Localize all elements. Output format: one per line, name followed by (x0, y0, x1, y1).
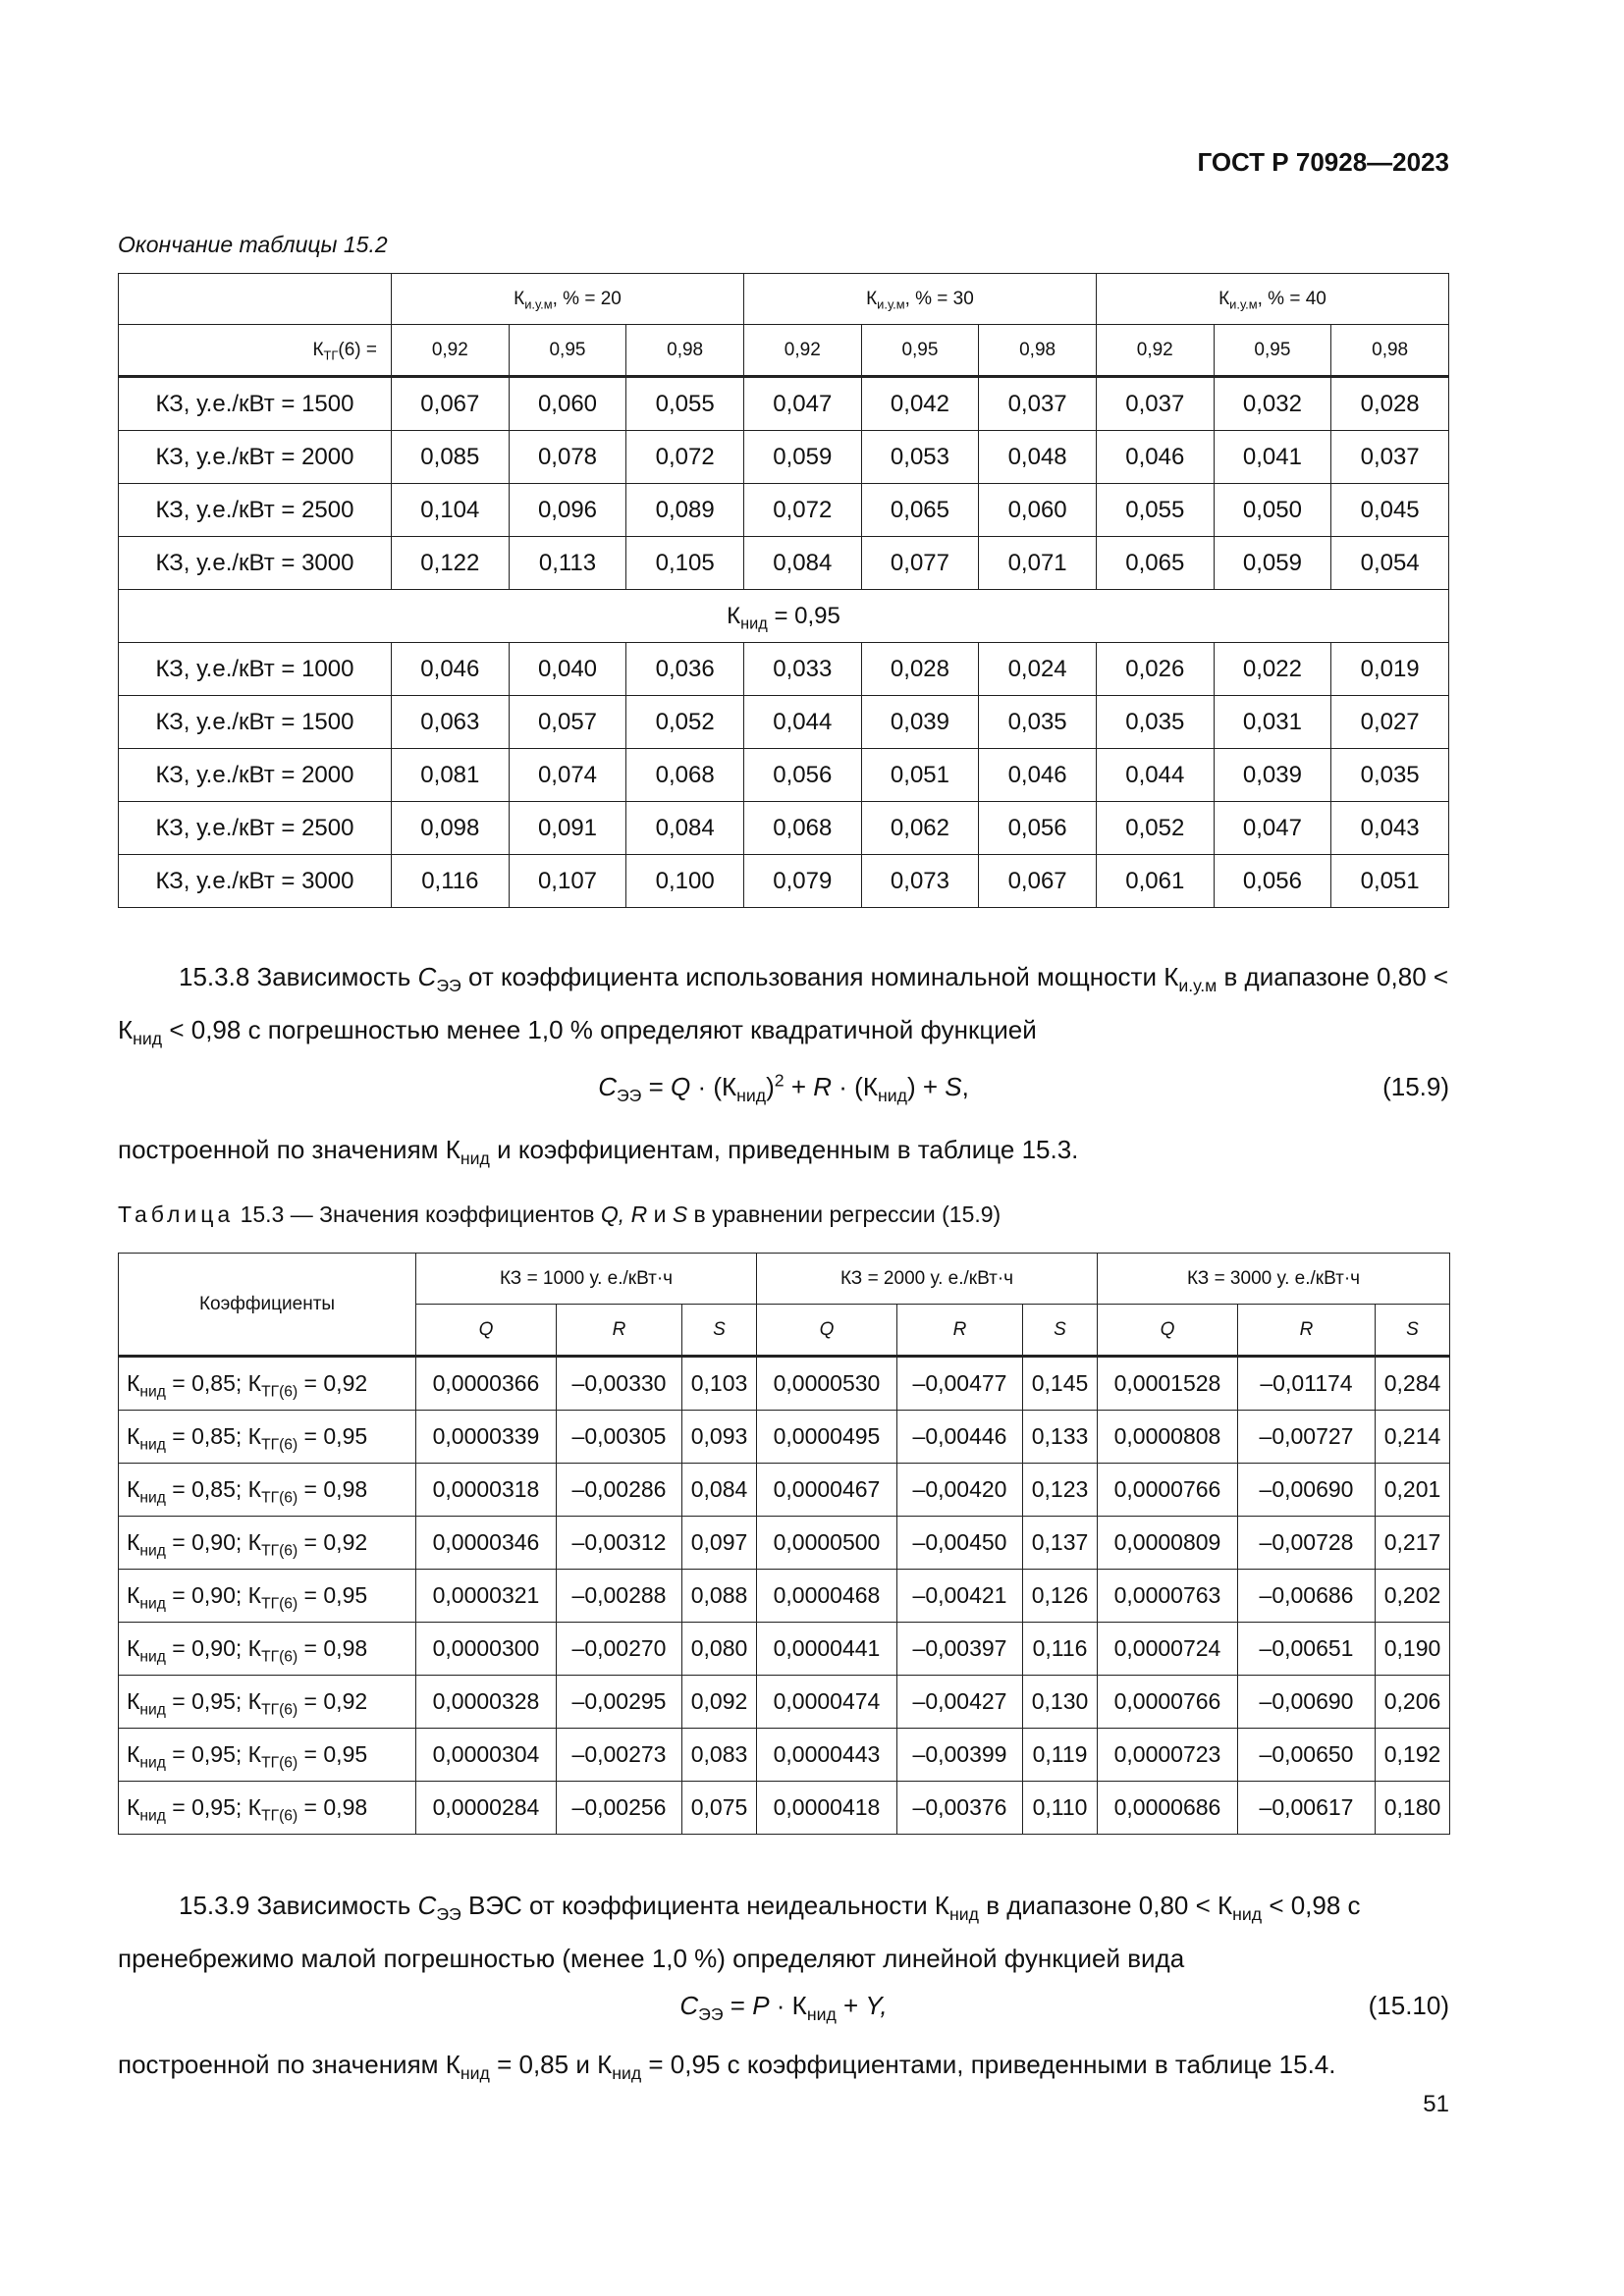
table-cell: 0,217 (1376, 1517, 1450, 1570)
coef-header-r: R (897, 1305, 1023, 1357)
coef-header-s: S (1376, 1305, 1450, 1357)
table-cell: 0,051 (1331, 855, 1449, 908)
table-cell: 0,089 (626, 484, 744, 537)
table-cell: 0,075 (682, 1782, 757, 1835)
table-cell: 0,284 (1376, 1357, 1450, 1411)
row-label: КЗ, у.е./кВт = 2000 (119, 749, 392, 802)
table-cell: 0,0000418 (757, 1782, 897, 1835)
table-cell: 0,073 (861, 855, 979, 908)
table-cell: 0,0000339 (416, 1411, 557, 1464)
table-cell: –0,00305 (557, 1411, 682, 1464)
coef-header-s: S (682, 1305, 757, 1357)
table-row (119, 1357, 1450, 1411)
table-cell: 0,097 (682, 1517, 757, 1570)
table-cell: 0,052 (626, 696, 744, 749)
table-15-2-block-a (119, 377, 1449, 590)
table-cell: –0,00651 (1238, 1623, 1376, 1676)
formula-15-10-expression: $С_{ЭЭ} = P \cdot К_{нид} + Y$, (679, 1991, 888, 2025)
table-cell: 0,0000328 (416, 1676, 557, 1729)
table-cell: –0,00686 (1238, 1570, 1376, 1623)
ktg-value: 0,95 (1214, 325, 1331, 377)
table-15-2-block-b (119, 643, 1449, 908)
table-cell: –0,00420 (897, 1464, 1023, 1517)
table-cell: 0,046 (392, 643, 510, 696)
table-cell: 0,065 (861, 484, 979, 537)
formula-15-10-number: (15.10) (1368, 1991, 1449, 2020)
row-label: КЗ, у.е./кВт = 1000 (119, 643, 392, 696)
table-cell: 0,137 (1023, 1517, 1098, 1570)
table-cell: 0,0000500 (757, 1517, 897, 1570)
table-cell: –0,00477 (897, 1357, 1023, 1411)
formula-15-10 (118, 1991, 1449, 2030)
table-cell: 0,044 (1096, 749, 1214, 802)
table-cell: 0,0000443 (757, 1729, 897, 1782)
table-cell: 0,047 (743, 377, 861, 431)
group-header-kz-3000: КЗ = 3000 у. е./кВт·ч (1098, 1254, 1450, 1305)
table-cell: 0,079 (743, 855, 861, 908)
row-label: КЗ, у.е./кВт = 3000 (119, 855, 392, 908)
row-label: КЗ, у.е./кВт = 1500 (119, 377, 392, 431)
table-cell: 0,0000366 (416, 1357, 557, 1411)
ktg-value: 0,95 (509, 325, 626, 377)
table-cell: 0,0000304 (416, 1729, 557, 1782)
paragraph-after-15-9: построенной по значениям $К_{нид}$ и коэффициентам, приведенным в таблице 15.3. (118, 1135, 1079, 1169)
table-15-3-group-row (119, 1254, 1450, 1305)
table-cell: 0,0000766 (1098, 1676, 1238, 1729)
table-cell: 0,078 (509, 431, 626, 484)
table-cell: –0,01174 (1238, 1357, 1376, 1411)
row-label: $К_{нид} = 0,90$; $К_{ТГ(6)} = 0,95$ (119, 1570, 416, 1623)
table-cell: –0,00427 (897, 1676, 1023, 1729)
coef-header-r: R (557, 1305, 682, 1357)
table-row (119, 1570, 1450, 1623)
paragraph-15-3-8: 15.3.8 Зависимость $С_{ЭЭ}$ от коэффициента использования номинальной мощности $К_{и.у.м}$ в диапазоне $0,80 < К_{нид} < 0,98$ с погрешностью менее 1,0 % определяют квадратичной функцией (118, 962, 1449, 1049)
table-cell: –0,00286 (557, 1464, 682, 1517)
table-row (119, 377, 1449, 431)
table-row (119, 484, 1449, 537)
table-cell: 0,190 (1376, 1623, 1450, 1676)
table-15-3 (118, 1253, 1450, 1835)
paragraph-after-15-10: построенной по значениям $К_{нид} = 0,85$ и $К_{нид} = 0,95$ с коэффициентами, приведенными в таблице 15.4. (118, 2050, 1336, 2084)
table-row (119, 1411, 1450, 1464)
row-label: $К_{нид} = 0,85$; $К_{ТГ(6)} = 0,95$ (119, 1411, 416, 1464)
table-cell: 0,022 (1214, 643, 1331, 696)
table-cell: 0,0000809 (1098, 1517, 1238, 1570)
table-cell: 0,035 (1331, 749, 1449, 802)
table-cell: 0,201 (1376, 1464, 1450, 1517)
table-cell: 0,0000724 (1098, 1623, 1238, 1676)
table-cell: 0,0000686 (1098, 1782, 1238, 1835)
table-cell: 0,0000346 (416, 1517, 557, 1570)
table-row (119, 1464, 1450, 1517)
table-cell: 0,100 (626, 855, 744, 908)
table-cell: 0,0000474 (757, 1676, 897, 1729)
table-cell: 0,057 (509, 696, 626, 749)
table-cell: 0,104 (392, 484, 510, 537)
row-label: КЗ, у.е./кВт = 2500 (119, 802, 392, 855)
table-cell: 0,110 (1023, 1782, 1098, 1835)
group-header-kz-2000: КЗ = 2000 у. е./кВт·ч (757, 1254, 1098, 1305)
row-label: $К_{нид} = 0,85$; $К_{ТГ(6)} = 0,92$ (119, 1357, 416, 1411)
table-cell: 0,0000530 (757, 1357, 897, 1411)
table-cell: 0,055 (1096, 484, 1214, 537)
table-row (119, 1623, 1450, 1676)
table-cell: 0,091 (509, 802, 626, 855)
table-cell: –0,00330 (557, 1357, 682, 1411)
table-cell: –0,00270 (557, 1623, 682, 1676)
table-cell: 0,113 (509, 537, 626, 590)
table-cell: 0,084 (626, 802, 744, 855)
table-cell: 0,081 (392, 749, 510, 802)
ktg-label: $К_{ТГ}(6)$ = (119, 325, 392, 377)
table-cell: 0,056 (1214, 855, 1331, 908)
table-cell: 0,107 (509, 855, 626, 908)
table-cell: 0,035 (979, 696, 1097, 749)
row-label: $К_{нид} = 0,90$; $К_{ТГ(6)} = 0,98$ (119, 1623, 416, 1676)
table-cell: 0,052 (1096, 802, 1214, 855)
coef-header-s: S (1023, 1305, 1098, 1357)
table-cell: 0,0000467 (757, 1464, 897, 1517)
table-cell: 0,084 (682, 1464, 757, 1517)
table-cell: 0,0000318 (416, 1464, 557, 1517)
table-cell: 0,050 (1214, 484, 1331, 537)
section-row-knid (119, 590, 1449, 643)
table-cell: 0,041 (1214, 431, 1331, 484)
table-cell: 0,056 (979, 802, 1097, 855)
table-cell: 0,083 (682, 1729, 757, 1782)
coefficients-header: Коэффициенты (119, 1254, 416, 1357)
table-cell: 0,206 (1376, 1676, 1450, 1729)
table-cell: 0,071 (979, 537, 1097, 590)
table-cell: 0,035 (1096, 696, 1214, 749)
table-cell: 0,123 (1023, 1464, 1098, 1517)
table-cell: 0,059 (743, 431, 861, 484)
table-cell: 0,0000723 (1098, 1729, 1238, 1782)
table-cell: 0,0000495 (757, 1411, 897, 1464)
table-cell: 0,096 (509, 484, 626, 537)
table-cell: 0,033 (743, 643, 861, 696)
table-row (119, 1517, 1450, 1570)
table-cell: –0,00399 (897, 1729, 1023, 1782)
table-row (119, 643, 1449, 696)
table-cell: 0,055 (626, 377, 744, 431)
table-cell: 0,045 (1331, 484, 1449, 537)
table-cell: 0,130 (1023, 1676, 1098, 1729)
table-cell: 0,105 (626, 537, 744, 590)
table-row (119, 1782, 1450, 1835)
table-cell: –0,00450 (897, 1517, 1023, 1570)
table-cell: –0,00295 (557, 1676, 682, 1729)
table-15-2 (118, 273, 1449, 908)
table-cell: 0,042 (861, 377, 979, 431)
table-cell: 0,067 (392, 377, 510, 431)
table-cell: 0,074 (509, 749, 626, 802)
table-cell: 0,214 (1376, 1411, 1450, 1464)
table-row (119, 431, 1449, 484)
group-header-kz-1000: КЗ = 1000 у. е./кВт·ч (416, 1254, 757, 1305)
table-cell: 0,0001528 (1098, 1357, 1238, 1411)
table-cell: 0,056 (743, 749, 861, 802)
table-cell: 0,067 (979, 855, 1097, 908)
table-cell: 0,077 (861, 537, 979, 590)
ktg-value: 0,92 (392, 325, 510, 377)
empty-corner-cell (119, 274, 392, 325)
document-code: ГОСТ Р 70928—2023 (1197, 147, 1449, 177)
table-cell: 0,044 (743, 696, 861, 749)
table-cell: 0,072 (743, 484, 861, 537)
table-row (119, 855, 1449, 908)
row-label: $К_{нид} = 0,95$; $К_{ТГ(6)} = 0,95$ (119, 1729, 416, 1782)
table-cell: 0,063 (392, 696, 510, 749)
table-15-3-title: Таблица 15.3 — Значения коэффициентов Q, R и S в уравнении регрессии (15.9) (118, 1201, 1001, 1227)
ktg-value: 0,98 (1331, 325, 1449, 377)
formula-15-9 (118, 1072, 1449, 1111)
table-cell: 0,043 (1331, 802, 1449, 855)
table-cell: 0,037 (979, 377, 1097, 431)
table-row (119, 537, 1449, 590)
table-cell: 0,060 (979, 484, 1097, 537)
table-15-2-caption: Окончание таблицы 15.2 (118, 232, 388, 257)
table-row (119, 749, 1449, 802)
table-cell: 0,0000284 (416, 1782, 557, 1835)
row-label: КЗ, у.е./кВт = 2500 (119, 484, 392, 537)
ktg-header-row (119, 325, 1449, 377)
row-label: $К_{нид} = 0,95$; $К_{ТГ(6)} = 0,98$ (119, 1782, 416, 1835)
ktg-value: 0,92 (1096, 325, 1214, 377)
table-cell: 0,065 (1096, 537, 1214, 590)
table-cell: 0,046 (979, 749, 1097, 802)
table-15-2-group-header-row (119, 274, 1449, 325)
table-cell: 0,051 (861, 749, 979, 802)
table-cell: 0,088 (682, 1570, 757, 1623)
table-cell: 0,116 (1023, 1623, 1098, 1676)
table-cell: 0,0000441 (757, 1623, 897, 1676)
table-15-3-body (119, 1357, 1450, 1835)
formula-15-9-number: (15.9) (1382, 1072, 1449, 1101)
table-row (119, 696, 1449, 749)
table-cell: –0,00617 (1238, 1782, 1376, 1835)
group-header-30: $К_{и.у.м}$, % = 30 (743, 274, 1096, 325)
table-cell: 0,116 (392, 855, 510, 908)
section-label-knid: $К_{нид} = 0,95$ (119, 590, 1449, 643)
table-row (119, 1676, 1450, 1729)
table-cell: 0,098 (392, 802, 510, 855)
table-cell: 0,145 (1023, 1357, 1098, 1411)
table-cell: –0,00650 (1238, 1729, 1376, 1782)
table-cell: 0,084 (743, 537, 861, 590)
table-cell: 0,047 (1214, 802, 1331, 855)
table-cell: 0,046 (1096, 431, 1214, 484)
table-cell: –0,00256 (557, 1782, 682, 1835)
paragraph-15-3-9: 15.3.9 Зависимость $С_{ЭЭ}$ ВЭС от коэффициента неидеальности $К_{нид}$ в диапазоне $0,80 < К_{нид} < 0,98$ с пренебрежимо малой погрешностью (менее 1,0 %) определяют линейной функцией вида (118, 1891, 1361, 1973)
table-cell: 0,093 (682, 1411, 757, 1464)
table-cell: 0,0000808 (1098, 1411, 1238, 1464)
table-cell: 0,048 (979, 431, 1097, 484)
table-row (119, 1729, 1450, 1782)
table-cell: 0,0000321 (416, 1570, 557, 1623)
coef-header-q: Q (416, 1305, 557, 1357)
table-cell: 0,072 (626, 431, 744, 484)
row-label: $К_{нид} = 0,95$; $К_{ТГ(6)} = 0,92$ (119, 1676, 416, 1729)
table-cell: 0,061 (1096, 855, 1214, 908)
table-cell: 0,028 (1331, 377, 1449, 431)
table-row (119, 802, 1449, 855)
row-label: КЗ, у.е./кВт = 1500 (119, 696, 392, 749)
table-cell: 0,019 (1331, 643, 1449, 696)
table-cell: –0,00312 (557, 1517, 682, 1570)
table-cell: 0,0000766 (1098, 1464, 1238, 1517)
table-cell: 0,027 (1331, 696, 1449, 749)
table-cell: 0,032 (1214, 377, 1331, 431)
page-number: 51 (1423, 2091, 1449, 2117)
table-cell: 0,054 (1331, 537, 1449, 590)
row-label: КЗ, у.е./кВт = 2000 (119, 431, 392, 484)
row-label: $К_{нид} = 0,90$; $К_{ТГ(6)} = 0,92$ (119, 1517, 416, 1570)
table-cell: –0,00421 (897, 1570, 1023, 1623)
table-cell: 0,202 (1376, 1570, 1450, 1623)
coef-header-r: R (1238, 1305, 1376, 1357)
table-cell: 0,103 (682, 1357, 757, 1411)
table-cell: 0,068 (743, 802, 861, 855)
table-cell: 0,039 (861, 696, 979, 749)
ktg-value: 0,98 (979, 325, 1097, 377)
table-cell: 0,037 (1331, 431, 1449, 484)
table-cell: –0,00273 (557, 1729, 682, 1782)
table-cell: 0,024 (979, 643, 1097, 696)
table-cell: –0,00727 (1238, 1411, 1376, 1464)
ktg-value: 0,98 (626, 325, 744, 377)
table-cell: 0,068 (626, 749, 744, 802)
table-cell: –0,00376 (897, 1782, 1023, 1835)
table-cell: 0,133 (1023, 1411, 1098, 1464)
table-cell: 0,180 (1376, 1782, 1450, 1835)
formula-15-9-expression: $С_{ЭЭ} = Q \cdot (К_{нид})^2 + R \cdot (К_{нид}) + S$, (598, 1070, 969, 1106)
table-cell: 0,037 (1096, 377, 1214, 431)
table-cell: –0,00690 (1238, 1676, 1376, 1729)
table-cell: 0,0000468 (757, 1570, 897, 1623)
table-cell: –0,00690 (1238, 1464, 1376, 1517)
table-cell: –0,00446 (897, 1411, 1023, 1464)
ktg-value: 0,95 (861, 325, 979, 377)
table-cell: –0,00397 (897, 1623, 1023, 1676)
row-label: $К_{нид} = 0,85$; $К_{ТГ(6)} = 0,98$ (119, 1464, 416, 1517)
table-cell: 0,092 (682, 1676, 757, 1729)
table-cell: 0,053 (861, 431, 979, 484)
table-cell: –0,00288 (557, 1570, 682, 1623)
table-cell: 0,026 (1096, 643, 1214, 696)
table-cell: 0,0000763 (1098, 1570, 1238, 1623)
table-cell: 0,031 (1214, 696, 1331, 749)
table-cell: 0,040 (509, 643, 626, 696)
table-cell: 0,085 (392, 431, 510, 484)
group-header-40: $К_{и.у.м}$, % = 40 (1096, 274, 1448, 325)
table-cell: 0,060 (509, 377, 626, 431)
table-cell: 0,119 (1023, 1729, 1098, 1782)
table-cell: –0,00728 (1238, 1517, 1376, 1570)
row-label: КЗ, у.е./кВт = 3000 (119, 537, 392, 590)
table-cell: 0,0000300 (416, 1623, 557, 1676)
table-cell: 0,039 (1214, 749, 1331, 802)
coef-header-q: Q (757, 1305, 897, 1357)
group-header-20: $К_{и.у.м}$, % = 20 (392, 274, 744, 325)
table-cell: 0,126 (1023, 1570, 1098, 1623)
table-cell: 0,080 (682, 1623, 757, 1676)
table-cell: 0,036 (626, 643, 744, 696)
ktg-value: 0,92 (743, 325, 861, 377)
table-cell: 0,028 (861, 643, 979, 696)
table-cell: 0,122 (392, 537, 510, 590)
table-cell: 0,059 (1214, 537, 1331, 590)
table-cell: 0,192 (1376, 1729, 1450, 1782)
coef-header-q: Q (1098, 1305, 1238, 1357)
table-cell: 0,062 (861, 802, 979, 855)
